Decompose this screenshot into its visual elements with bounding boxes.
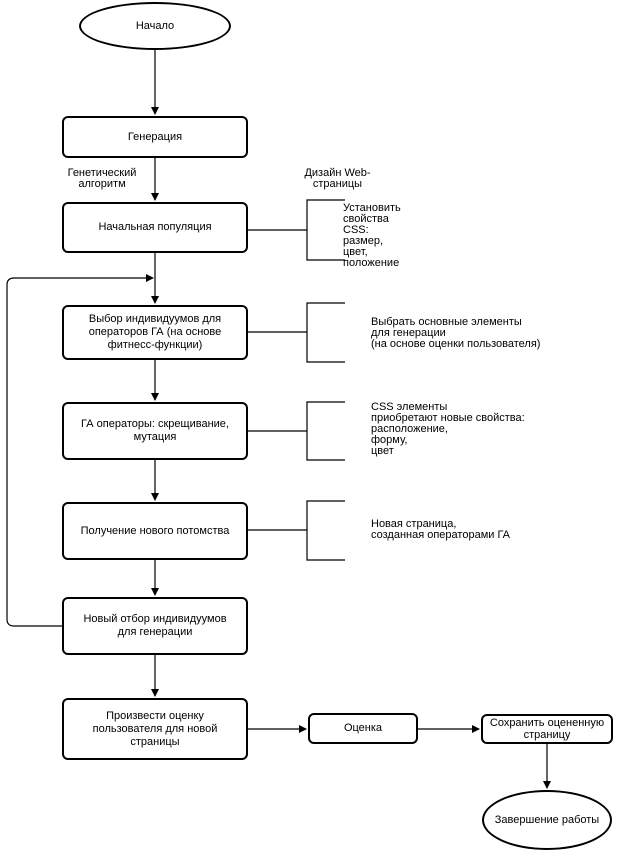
generation-label: Генерация: [127, 130, 183, 143]
genetic-algorithm-label: Генетический алгоритм: [67, 167, 137, 190]
ga-operators-node: [62, 402, 248, 460]
evaluation-label: Оценка: [343, 722, 383, 734]
offspring-node: [62, 502, 248, 560]
selection-label: Выбор индивидуумов для операторов ГА (на основе фитнесс-функции): [88, 313, 222, 351]
note-bracket-1: [307, 200, 345, 260]
end-node: [482, 790, 612, 850]
web-design-label: Дизайн Web- страницы: [304, 167, 371, 190]
evaluation-node: [308, 713, 418, 744]
initial-population-label: Начальная популяция: [98, 221, 212, 233]
new-selection-label: Новый отбор индивидуумов для генерации: [83, 613, 227, 638]
user-evaluation-node: [62, 698, 248, 760]
start-node: [79, 2, 231, 50]
note-bracket-4: [307, 501, 345, 560]
generation-node: [62, 116, 248, 158]
note-select-elements: Выбрать основные элементы для генерации (на основе оценки пользователя): [371, 316, 541, 350]
note-bracket-2: [307, 303, 345, 362]
note-bracket-3: [307, 402, 345, 460]
initial-population-node: [62, 202, 248, 253]
save-page-node: [481, 714, 613, 744]
selection-node: [62, 305, 248, 360]
note-css-properties: Установить свойства CSS: размер, цвет, положение: [343, 202, 401, 269]
user-evaluation-label: Произвести оценку пользователя для новой страницы: [92, 709, 218, 748]
new-selection-node: [62, 597, 248, 655]
save-page-label: Сохранить оцененную страницу: [489, 717, 605, 741]
start-label: Начало: [135, 19, 175, 32]
offspring-label: Получение нового потомства: [80, 524, 230, 537]
note-new-page: Новая страница, созданная операторами ГА: [371, 518, 511, 541]
ga-operators-label: ГА операторы: скрещивание, мутация: [81, 418, 229, 443]
note-css-elements: CSS элементы приобретают новые свойства: расположение, форму, цвет: [371, 401, 525, 457]
end-label: Завершение работы: [494, 813, 600, 826]
